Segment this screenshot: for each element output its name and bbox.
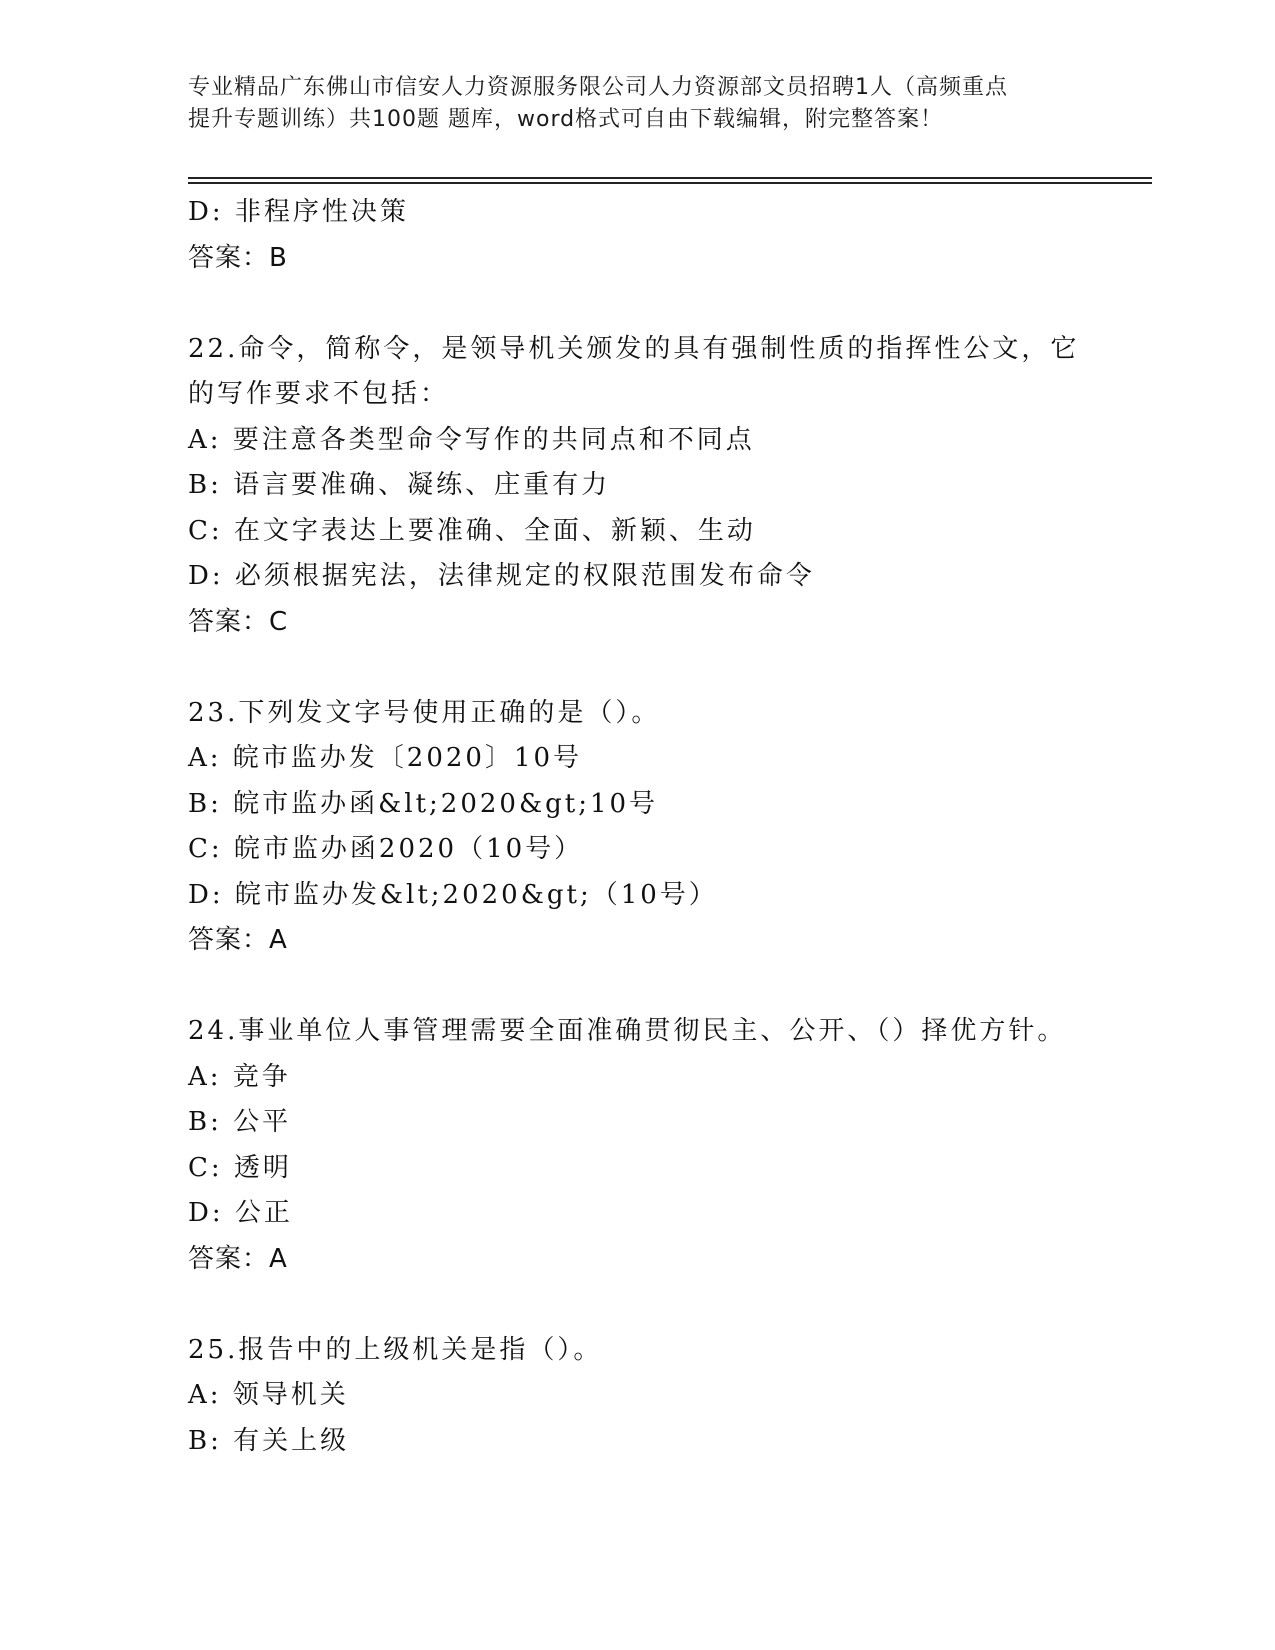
spacer [188,645,1088,691]
option-c: C: 在文字表达上要准确、全面、新颖、生动 [188,515,756,546]
option-a: A: 要注意各类型命令写作的共同点和不同点 [188,424,755,455]
document-body [188,190,1088,1464]
spacer [188,1282,1088,1328]
header-divider-bottom [188,182,1152,184]
spacer [188,281,1088,327]
option-b: B: 公平 [188,1107,292,1137]
option-b: B: 皖市监办函&lt;2020&gt;10号 [188,788,659,819]
header-title-line-2: 提升专题训练）共100题 题库，word格式可自由下载编辑，附完整答案！ [188,107,944,132]
option-b: B: 有关上级 [188,1425,350,1456]
header-divider-top [188,177,1152,179]
answer: 答案：B [188,242,288,273]
option-d: D: 必须根据宪法，法律规定的权限范围发布命令 [188,561,815,591]
option-b: B: 语言要准确、凝练、庄重有力 [188,470,611,500]
option-a: A: 皖市监办发〔2020〕10号 [188,743,583,773]
header-title-line-1: 专业精品广东佛山市信安人力资源服务限公司人力资源部文员招聘1人（高频重点 [188,75,1008,100]
question-22 [188,327,1088,646]
answer: 答案：A [188,1243,288,1274]
option-a: A: 竞争 [188,1061,291,1092]
question-stem-continued: 的写作要求不包括： [188,379,450,409]
option-c: C: 皖市监办函2020（10号） [188,834,584,864]
question-stem: 25.报告中的上级机关是指（）。 [188,1334,603,1365]
question-stem: 24.事业单位人事管理需要全面准确贯彻民主、公开、（）择优方针。 [188,1016,1067,1046]
answer: 答案：A [188,925,288,955]
option-a: A: 领导机关 [188,1380,349,1410]
option-d: D: 公正 [188,1198,293,1228]
question-21-tail [188,190,1088,281]
option-d: D: 皖市监办发&lt;2020&gt;（10号） [188,879,718,910]
option-d: D: 非程序性决策 [188,197,409,227]
spacer [188,964,1088,1010]
page-header [188,72,1088,136]
option-c: C: 透明 [188,1152,292,1183]
question-24 [188,1009,1088,1282]
question-25 [188,1328,1088,1465]
question-stem: 22.命令，简称令，是领导机关颁发的具有强制性质的指挥性公文，它 [188,333,1080,364]
question-23 [188,691,1088,964]
question-stem: 23.下列发文字号使用正确的是（）。 [188,697,661,728]
answer: 答案：C [188,606,289,637]
